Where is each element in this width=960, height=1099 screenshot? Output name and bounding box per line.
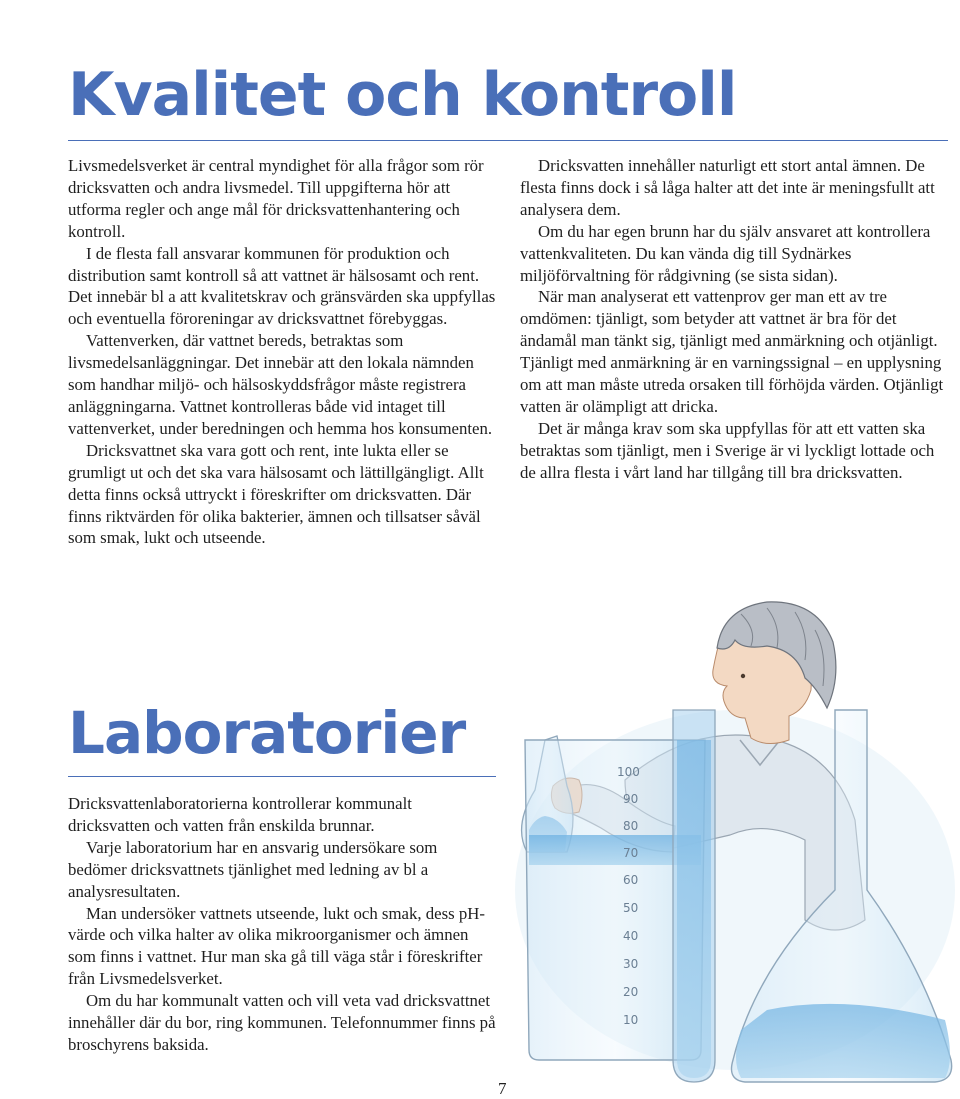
- left-column: [68, 155, 496, 549]
- paragraph: Om du har egen brunn har du själv ansvaret att kontrollera vattenkvaliteten. Du kan vända dig till Sydnärkes miljöförvaltning för rådgivning (se sista sidan).: [520, 221, 931, 285]
- paragraph: Dricksvattnet ska vara gott och rent, inte lukta eller se grumligt ut och det ska vara hälsosamt och lättillgängligt. Allt detta finns också uttryckt i föreskrifter om dricksvatten. Där finns riktvärden för olika bakterier, ämnen och tillsatser såväl som smak, lukt och utseende.: [68, 440, 484, 548]
- paragraph: Livsmedelsverket är central myndighet för alla frågor som rör dricksvatten och andra livsmedel. Till uppgifterna hör att utforma regler och ange mål för dricksvattenhantering och kontroll.: [68, 156, 484, 241]
- paragraph: Dricksvatten innehåller naturligt ett stort antal ämnen. De flesta finns dock i så låga halter att det inte är meningsfullt att analysera dem.: [520, 156, 935, 219]
- paragraph: Varje laboratorium har en ansvarig undersökare som bedömer dricksvattnets tjänlighet med ledning av bl a analysresultaten.: [68, 837, 438, 901]
- paragraph: När man analyserat ett vattenprov ger man ett av tre omdömen: tjänligt, som betyder att vattnet är bra för det ändamål man tänkt sig, tjänligt med anmärkning och otjänligt. Tjänligt med anmärkning är en varningssignal – en upplysning om att man måste utreda orsaken till förhöjda värden. Otjänligt vatten är olämpligt att dricka.: [520, 287, 944, 416]
- scale-label: 90: [623, 792, 639, 806]
- scale-label: 30: [623, 957, 639, 971]
- scale-label: 70: [623, 846, 639, 860]
- page-number: 7: [498, 1079, 507, 1098]
- scale-label: 10: [623, 1013, 639, 1027]
- scale-label: 40: [623, 929, 639, 943]
- section-title-laboratorier: Laboratorier: [68, 699, 466, 767]
- test-tube: [673, 710, 715, 1082]
- lab-illustration: [505, 590, 960, 1090]
- right-column: [520, 155, 950, 484]
- paragraph: I de flesta fall ansvarar kommunen för produktion och distribution samt kontroll så att vattnet är hälsosamt och rent. Det innebär bl a att kvalitetskrav och gränsvärden ska uppfyllas och eventuella föroreningar av dricksvattnet förebyggas.: [68, 243, 496, 329]
- paragraph: Vattenverken, där vattnet bereds, betraktas som livsmedelsanläggningar. Det innebär att den lokala nämnden som handhar miljö- och hälsoskyddsfrågor måste registrera anläggningarna. Vattnet kontrolleras både vid intaget till vattenverket, under beredningen och hemma hos konsumenten.: [68, 331, 493, 438]
- scale-label: 80: [623, 819, 639, 833]
- paragraph: Dricksvattenlaboratorierna kontrollerar kommunalt dricksvatten och vatten från enskilda brunnar.: [68, 794, 412, 835]
- title-rule: [68, 776, 496, 777]
- section-title-kvalitet: Kvalitet och kontroll: [68, 60, 737, 130]
- scale-label: 60: [623, 873, 639, 887]
- paragraph: Man undersöker vattnets utseende, lukt och smak, dess pH-värde och vilka halter av olika mikroorganismer och ämnen som finns i vattnet. Hur man ska gå till väga står i föreskrifter från Livsmedelsverket.: [68, 903, 485, 989]
- scale-label: 20: [623, 985, 639, 999]
- person-eye: [741, 674, 745, 678]
- scale-label: 50: [623, 901, 639, 915]
- scale-label: 100: [617, 765, 640, 779]
- paragraph: Det är många krav som ska uppfyllas för att ett vatten ska betraktas som tjänligt, men i Sverige är vi lyckligt lottade och de allra flesta i vårt land har tillgång till bra dricksvatten.: [520, 418, 935, 482]
- lab-column: [68, 793, 496, 1056]
- paragraph: Om du har kommunalt vatten och vill veta vad dricksvattnet innehåller där du bor, ring kommunen. Telefonnummer finns på broschyrens baksida.: [68, 991, 496, 1054]
- title-rule: [68, 140, 948, 141]
